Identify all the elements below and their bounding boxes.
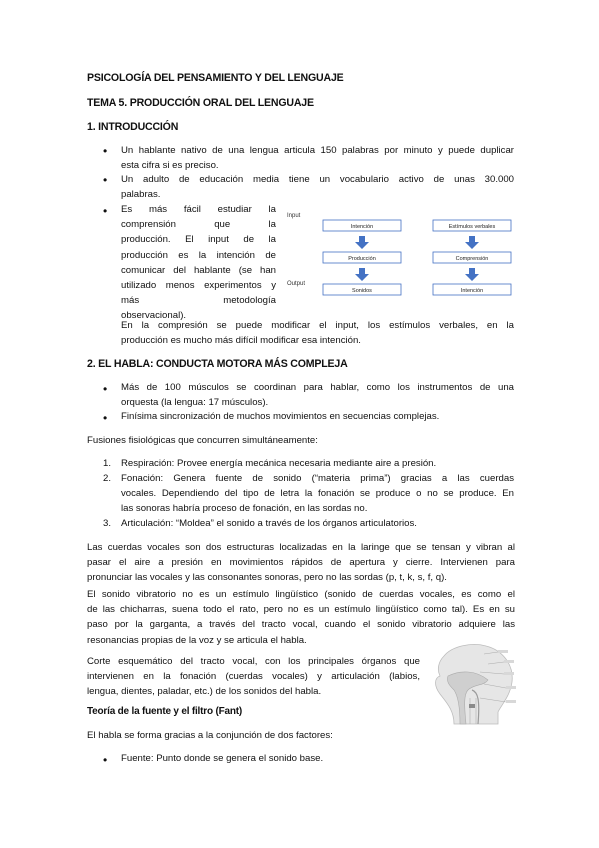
bullet-dot: • (103, 173, 108, 187)
bullet-dot: • (103, 753, 108, 767)
diagram-box-left-2-label: Producción (348, 256, 376, 262)
s2-bullet-2: Finísima sincronización de muchos movimientos en secuencias complejas. (121, 411, 440, 422)
diagram-box-right-1-label: Estímulos verbales (448, 224, 496, 230)
arrow-down-icon (355, 268, 369, 281)
arrow-down-icon (465, 236, 479, 249)
arrow-down-icon (465, 268, 479, 281)
list-number: 3. (103, 518, 112, 529)
document-title: PSICOLOGÍA DEL PENSAMIENTO Y DEL LENGUAJE (87, 72, 344, 84)
section-1-heading: 1. INTRODUCCIÓN (87, 121, 179, 133)
teoria-heading: Teoría de la fuente y el filtro (Fant) (87, 706, 243, 717)
list-number: 1. (103, 458, 112, 469)
s1-note: En la compresión se puede modificar el input, los estímulos verbales, en la producción es mucho más difícil modificar esa intención. (121, 320, 514, 347)
paragraph-sonido-vibratorio: El sonido vibratorio no es un estímulo lingüístico (sonido de cuerdas vocales, es como el de las chicharras, suena todo el rato, pero no es un estímulo lingüístico como tal). Es en su paso por la garganta, a través del tracto vocal, cuando el sonido vibratorio adquiere las resonancias propias de la voz y se articula el habla. (87, 589, 515, 646)
list-number: 2. (103, 473, 112, 484)
list-item-fonacion: Fonación: Genera fuente de sonido (“materia prima”) gracias a las cuerdas vocales. Dependiendo del tipo de letra la fonación se produce o no se produce. En las sonoras habría proceso de fonación, en las sordas no. (121, 473, 514, 515)
s1-bullet-3: Es más fácil estudiar la comprensión que la producción. El input de la producción es la intención de comunicar del hablante (se han utilizado menos experimentos y más metodología observacional). (121, 204, 276, 322)
arrow-down-icon (355, 236, 369, 249)
input-output-diagram (287, 208, 517, 308)
vocal-tract-illustration (424, 640, 520, 726)
diagram-box-left-1-label: Intención (350, 224, 374, 230)
section-2-heading: 2. EL HABLA: CONDUCTA MOTORA MÁS COMPLEJA (87, 358, 348, 370)
s1-bullet-1: Un hablante nativo de una lengua articula 150 palabras por minuto y puede duplicar esta cifra si es preciso. (121, 145, 514, 172)
diagram-box-left-3-label: Sonidos (352, 288, 372, 294)
fuente-bullet: Fuente: Punto donde se genera el sonido base. (121, 753, 324, 764)
list-item-articulacion: Articulación: “Moldea” el sonido a través de los órganos articulatorios. (121, 518, 417, 529)
bullet-dot: • (103, 382, 108, 396)
bullet-dot: • (103, 144, 108, 158)
bullet-dot: • (103, 204, 108, 218)
output-label: Output (287, 281, 306, 287)
input-label: Input (287, 213, 301, 219)
diagram-box-right-3-label: Intención (460, 288, 484, 294)
bullet-dot: • (103, 411, 108, 425)
teoria-paragraph: El habla se forma gracias a la conjunción de dos factores: (87, 730, 333, 741)
document-subtitle: TEMA 5. PRODUCCIÓN ORAL DEL LENGUAJE (87, 97, 314, 109)
paragraph-cuerdas-vocales: Las cuerdas vocales son dos estructuras localizadas en la laringe que se tensan y vibran al pasar el aire a presión en movimientos rápidos de apertura y cierre. Intervienen para pronunciar las vocales y las consonantes sonoras, pero no las sordas (p, t, k, s, f, q). (87, 542, 515, 584)
s1-bullet-2: Un adulto de educación media tiene un vocabulario activo de unas 30.000 palabras. (121, 174, 514, 201)
fusiones-intro: Fusiones fisiológicas que concurren simultáneamente: (87, 435, 318, 446)
list-item-respiracion: Respiración: Provee energía mecánica necesaria mediante aire a presión. (121, 458, 437, 469)
paragraph-corte-esquematico: Corte esquemático del tracto vocal, con los principales órganos que intervienen en la fonación (cuerdas vocales) y articulación (labios, lengua, dientes, paladar, etc.) de los sonidos del habla. (87, 656, 420, 698)
s2-bullet-1: Más de 100 músculos se coordinan para hablar, como los instrumentos de una orquesta (la lengua: 17 músculos). (121, 382, 514, 409)
diagram-box-right-2-label: Comprensión (455, 256, 489, 262)
